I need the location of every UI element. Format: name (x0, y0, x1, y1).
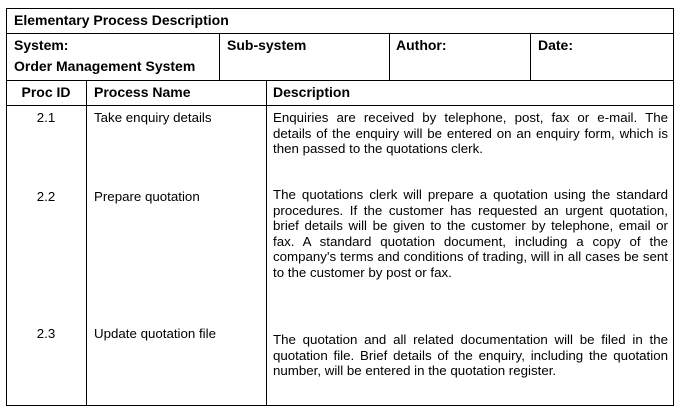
row-3-description: The quotation and all related documentation will be filed in the quotation file. Brief details of the enquiry, including the quotation number, will be entered in the quotation register. (273, 332, 668, 379)
divider-meta (6, 80, 674, 81)
row-1-proc-id: 2.1 (36, 110, 56, 125)
divider-author-date (530, 33, 531, 80)
row-2-proc-id: 2.2 (36, 189, 56, 204)
row-3-process-name: Update quotation file (94, 326, 216, 341)
row-2-description: The quotations clerk will prepare a quotation using the standard procedures. If the customer has requested an urgent quotation, brief details will be given to the customer by telephone, email or fax. A standard quotation document, including a copy of the company's terms and conditions of trading, will in all cases be sent to the customer by post or fax. (273, 187, 668, 280)
row-2-process-name: Prepare quotation (94, 189, 200, 204)
row-1-process-name: Take enquiry details (94, 110, 212, 125)
divider-procid-name (86, 80, 87, 405)
divider-system-subsystem (219, 33, 220, 80)
column-header-proc-id: Proc ID (21, 84, 71, 100)
author-label: Author: (396, 37, 447, 53)
system-value: Order Management System (14, 58, 196, 74)
divider-title (6, 33, 674, 34)
date-label: Date: (538, 37, 574, 53)
document-title: Elementary Process Description (14, 12, 229, 28)
divider-subsystem-author (389, 33, 390, 80)
divider-name-description (266, 80, 267, 405)
subsystem-label: Sub-system (227, 37, 307, 53)
row-1-description: Enquiries are received by telephone, post, fax or e-mail. The details of the enquiry will be entered on an enquiry form, which is then passed to the quotations clerk. (273, 110, 668, 157)
column-header-process-name: Process Name (94, 84, 191, 100)
row-3-proc-id: 2.3 (36, 326, 56, 341)
system-label: System: (14, 37, 69, 53)
column-header-description: Description (273, 84, 351, 100)
divider-header (6, 105, 674, 106)
